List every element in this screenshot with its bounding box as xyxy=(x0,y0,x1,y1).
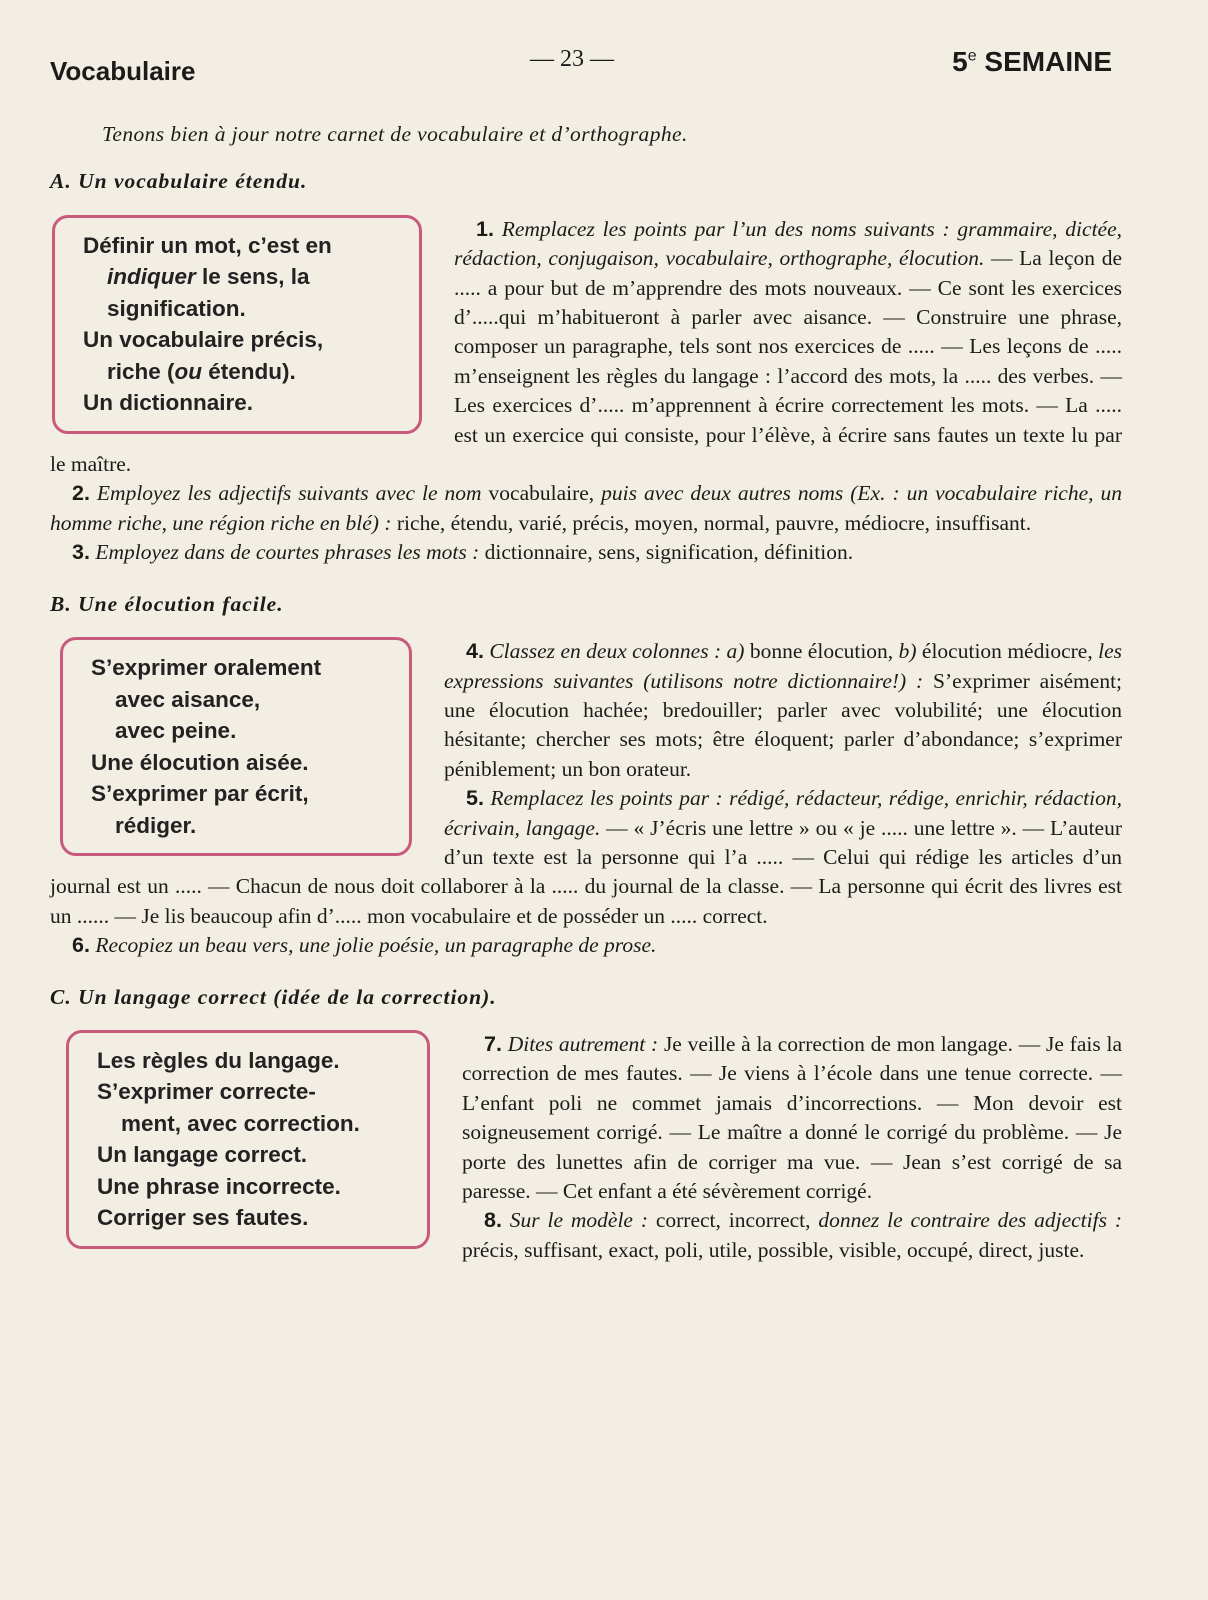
text-segment: Les règles du langage. xyxy=(97,1047,340,1073)
page-content xyxy=(50,120,1122,1265)
text-segment: Un dictionnaire. xyxy=(83,390,254,416)
text-segment: les expressions suivantes (utilisons notre dictionnaire!) : xyxy=(444,639,1122,693)
text-segment: S’exprimer aisément; une élocution hachée; bredouiller; parler avec volubilité; une élocution hésitante; chercher ses mots; être éloquent; parler d’abondance; s’exprimer péniblement; un bon orateur. xyxy=(444,668,1123,781)
text-segment: puis avec deux autres noms (Ex. : un vocabulaire riche, un homme riche, une région riche en blé) : xyxy=(50,481,1122,535)
text-segment: — « J’écris une lettre » ou « je ..... une lettre ». — L’auteur d’un texte est la personne qui l’a ..... — Celui qui rédige les articles d’un journal est un ..... — Chacun de nous doit collaborer à la ..... du journal de la classe. — La personne qui écrit des livres est un ...... — Je lis beaucoup afin d’..... mon vocabulaire et de posséder un ..... correct. xyxy=(50,815,1122,928)
week-suffix: e xyxy=(967,47,977,65)
section-b-box xyxy=(60,637,412,856)
text-segment: dictionnaire, sens, signification, définition. xyxy=(479,540,854,565)
section-c-box xyxy=(66,1030,430,1249)
exercise-paragraph xyxy=(50,538,1122,567)
text-segment: rédiger. xyxy=(115,812,197,838)
box-line xyxy=(83,261,401,293)
text-segment: Classez en deux colonnes : a) xyxy=(483,639,745,664)
box-line xyxy=(83,293,401,325)
text-segment: Employez les adjectifs suivants avec le nom xyxy=(89,481,489,506)
section-label: Vocabulaire xyxy=(50,56,196,86)
box-line xyxy=(83,230,401,262)
text-segment: avec peine. xyxy=(115,718,237,744)
text-segment: Remplacez les points par : rédigé, rédacteur, rédige, enrichir, rédaction, écrivain, langage. xyxy=(444,786,1122,840)
exercise-number: 3. xyxy=(72,540,90,565)
text-segment: ou xyxy=(174,358,203,384)
box-line xyxy=(97,1202,409,1234)
text-segment: riche, étendu, varié, précis, moyen, normal, pauvre, médiocre, insuffisant. xyxy=(391,510,1032,535)
week-text: SEMAINE xyxy=(984,46,1112,77)
text-segment: b) xyxy=(898,639,917,664)
text-segment: S’exprimer oralement xyxy=(91,655,322,681)
exercise-paragraph xyxy=(50,479,1122,538)
text-segment: Recopiez un beau vers, une jolie poésie, un paragraphe de prose. xyxy=(89,933,657,958)
box-line xyxy=(97,1076,409,1108)
box-line xyxy=(97,1171,409,1203)
week-number: 5 xyxy=(952,46,968,77)
box-line xyxy=(97,1139,409,1171)
text-segment: Définir un mot, c’est en xyxy=(83,232,332,258)
text-segment: élocution médiocre, xyxy=(916,639,1099,664)
text-segment: signification. xyxy=(107,295,246,321)
exercise-number: 1. xyxy=(476,216,494,241)
text-segment: Remplacez les points par l’un des noms suivants : grammaire, dictée, rédaction, conjugaison, vocabulaire, orthographe, élocution. xyxy=(454,216,1122,271)
week-label xyxy=(952,46,1112,78)
text-segment: Un langage correct. xyxy=(97,1142,308,1168)
text-segment: ment, avec correction. xyxy=(121,1110,360,1136)
box-line xyxy=(83,324,401,356)
exercise-number: 7. xyxy=(484,1031,502,1056)
box-line xyxy=(97,1108,409,1140)
exercise-number: 5. xyxy=(466,786,484,811)
exercise-number: 2. xyxy=(72,481,90,506)
exercise-number: 8. xyxy=(484,1208,502,1233)
intro-line: Tenons bien à jour notre carnet de vocabulaire et d’orthographe. xyxy=(102,122,688,146)
box-line xyxy=(91,652,391,684)
page-number: — 23 — xyxy=(530,46,614,72)
text-segment: précis, suffisant, exact, poli, utile, possible, visible, occupé, direct, juste. xyxy=(462,1237,1085,1262)
exercise-paragraph xyxy=(50,931,1122,960)
text-segment: S’exprimer par écrit, xyxy=(91,781,309,807)
text-segment: Employez dans de courtes phrases les mots : xyxy=(89,540,480,565)
box-line xyxy=(91,747,391,779)
box-line xyxy=(97,1045,409,1077)
box-line xyxy=(83,356,401,388)
box-line xyxy=(83,387,401,419)
text-segment: Sur le modèle : xyxy=(501,1208,648,1233)
section-a-title: A. Un vocabulaire étendu. xyxy=(50,169,308,194)
text-segment: le sens, la xyxy=(195,264,310,290)
text-segment: avec aisance, xyxy=(115,686,261,712)
box-line xyxy=(91,715,391,747)
text-segment: étendu). xyxy=(202,358,296,384)
text-segment: riche ( xyxy=(107,358,175,384)
text-segment: bonne élocution, xyxy=(744,639,899,664)
text-segment: — La leçon de ..... a pour but de m’apprendre des mots nouveaux. — Ce sont les exercices d’.....qui m’habitueront à parler avec aisance. — Construire une phrase, composer un paragraphe, tels sont nos exercices de ..... — Les leçons de ..... m’enseignent les règles du langage : l’accord des mots, la ..... des verbes. — Les exercices d’..... m’apprennent à écrire correctement les mots. — La ..... est un exercice qui consiste, pour l’élève, à écrire sans fautes un texte lu par le maître. xyxy=(50,246,1122,477)
text-segment: correct, incorrect, xyxy=(648,1208,819,1233)
box-line xyxy=(91,778,391,810)
text-segment: vocabulaire, xyxy=(488,481,602,506)
text-segment: Corriger ses fautes. xyxy=(97,1205,309,1231)
section-a-box xyxy=(52,215,422,434)
box-line xyxy=(91,684,391,716)
text-segment: indiquer xyxy=(107,264,196,290)
box-line xyxy=(91,810,391,842)
text-segment: Une élocution aisée. xyxy=(91,749,309,775)
section-b-title: B. Une élocution facile. xyxy=(50,591,284,616)
text-segment: Je veille à la correction de mon langage. — Je fais la correction de mes fautes. — Je viens à l’école dans une tenue correcte. — L’enfant poli ne commet jamais d’incorrections. — Mon devoir est soigneusement corrigé. — Le maître a donné le corrigé du problème. — Je porte des lunettes afin de corriger ma vue. — Jean s’est corrigé de sa paresse. — Cet enfant a été sévèrement corrigé. xyxy=(462,1031,1122,1203)
text-segment: donnez le contraire des adjectifs : xyxy=(818,1208,1122,1233)
page-header xyxy=(50,44,1112,84)
exercise-number: 6. xyxy=(72,933,90,958)
text-segment: S’exprimer correcte- xyxy=(97,1079,316,1105)
text-segment: Un vocabulaire précis, xyxy=(83,327,324,353)
text-segment: Dites autrement : xyxy=(501,1031,659,1056)
text-segment: Une phrase incorrecte. xyxy=(97,1173,341,1199)
exercise-number: 4. xyxy=(466,639,484,664)
section-c-title: C. Un langage correct (idée de la correction). xyxy=(50,984,497,1009)
